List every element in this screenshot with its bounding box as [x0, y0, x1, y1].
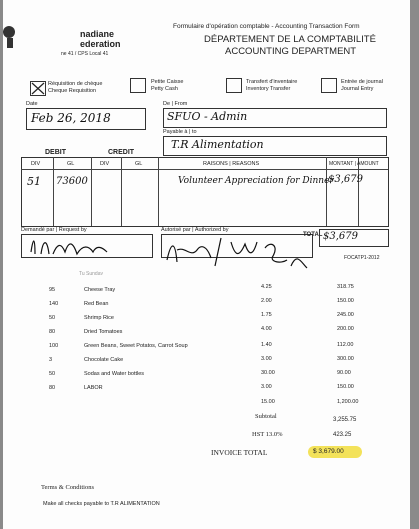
from-label: De | From	[163, 101, 188, 107]
invoice-item-price: 30.00	[261, 370, 275, 376]
checkbox-label-fr: Petite Caisse	[151, 79, 184, 85]
form-title: Formulaire d'opération comptable - Accounting Transaction Form	[173, 23, 360, 30]
accounting-table	[21, 157, 389, 227]
invoice-item-price: 2.00	[261, 298, 272, 304]
authorizer-signature	[161, 232, 311, 272]
hst-value: 423.25	[333, 432, 352, 438]
checkbox-cheque-requisition[interactable]	[30, 81, 46, 96]
invoice-item-amount: 1,200.00	[337, 399, 359, 405]
date-label: Date	[26, 101, 38, 107]
invoice-item-desc: Cheese Tray	[84, 287, 116, 293]
logo-line-2: ederation	[80, 39, 121, 49]
invoice-item-qty: 80	[49, 329, 56, 335]
checkbox-label-en: Cheque Requisition	[48, 88, 97, 94]
invoice-item-desc: Green Beans, Sweet Potatos, Carrot Soup	[84, 343, 188, 349]
checkbox-journal-entry[interactable]	[321, 78, 337, 93]
invoice-item-amount: 245.00	[337, 312, 354, 318]
checkbox-inventory-transfer[interactable]	[226, 78, 242, 93]
debit-header: DEBIT	[45, 149, 66, 156]
invoice-item-qty: 140	[49, 301, 59, 307]
from-value: SFUO - Admin	[167, 110, 248, 123]
invoice-item-amount: 90.00	[337, 370, 351, 376]
invoice-item-price: 4.00	[261, 326, 272, 332]
invoice-item-price: 4.25	[261, 284, 272, 290]
total-label: TOTAL	[303, 232, 323, 238]
invoice-item-desc: Shrimp Rice	[84, 315, 114, 321]
checkmark-icon	[31, 82, 45, 95]
payable-note: Make all checks payable to T.R ALIMENTATION	[43, 501, 160, 507]
col-div-debit: DIV	[31, 161, 41, 167]
row-amount: $3,679	[328, 174, 363, 185]
col-gl-debit: GL	[67, 161, 75, 167]
invoice-item-desc: Chocolate Cake	[84, 357, 124, 363]
invoice-item-qty: 100	[49, 343, 59, 349]
invoice-item-qty: 3	[49, 357, 53, 363]
col-gl-credit: GL	[135, 161, 143, 167]
checkbox-petty-cash[interactable]	[130, 78, 146, 93]
payable-value: T.R Alimentation	[171, 138, 264, 151]
checkbox-label-fr: Entrée de journal	[341, 79, 383, 85]
subtotal-value: 3,255.75	[333, 417, 357, 423]
invoice-item-desc: LABOR	[84, 385, 103, 391]
hst-label: HST 13.0%	[252, 431, 283, 438]
payable-label: Payable à | to	[163, 129, 197, 135]
row-reason: Volunteer Appreciation for Dinner	[178, 176, 334, 186]
invoice-item-qty: 95	[49, 287, 56, 293]
checkbox-label-en: Petty Cash	[151, 86, 178, 92]
scanned-document	[3, 0, 410, 529]
authorized-label: Autorisé par | Authorized by	[161, 227, 229, 233]
invoice-item-price: 3.00	[261, 384, 272, 390]
form-code: FOCATP1-2012	[344, 255, 380, 261]
row-div: 51	[27, 175, 41, 188]
invoice-item-price: 3.00	[261, 356, 272, 362]
date-value: Feb 26, 2018	[31, 111, 111, 125]
invoice-item-qty: 80	[49, 385, 56, 391]
invoice-item-price: 15.00	[261, 399, 275, 405]
invoice-item-desc: Dried Tomatoes	[84, 329, 123, 335]
total-value: $3,679	[323, 231, 358, 242]
checkbox-label-en: Journal Entry	[341, 86, 374, 92]
invoice-item-amount: 318.75	[337, 284, 354, 290]
invoice-item-amount: 300.00	[337, 356, 354, 362]
logo-line-3: ne 41 / CPS Local 41	[61, 51, 109, 57]
invoice-partial-top: Tu Sunday	[79, 271, 103, 275]
invoice-item-price: 1.75	[261, 312, 272, 318]
subtotal-label: Subtotal	[255, 413, 277, 420]
invoice-item-price: 1.40	[261, 342, 272, 348]
credit-header: CREDIT	[108, 149, 135, 156]
dept-title-en: ACCOUNTING DEPARTMENT	[225, 46, 357, 57]
invoice-total-value: $ 3,679.00	[313, 448, 344, 455]
terms-heading: Terms & Conditions	[41, 484, 94, 491]
checkbox-label-fr: Transfert d'inventaire	[246, 79, 298, 85]
invoice-item-desc: Red Bean	[84, 301, 109, 307]
checkbox-label-en: Inventory Transfer	[246, 86, 291, 92]
invoice-item-qty: 50	[49, 371, 56, 377]
checkbox-label-fr: Réquisition de chèque	[48, 81, 103, 87]
invoice-item-amount: 150.00	[337, 384, 354, 390]
invoice-item-amount: 112.00	[337, 342, 354, 348]
dept-title-fr: DÉPARTEMENT DE LA COMPTABILITÉ	[204, 34, 376, 45]
requester-signature	[27, 232, 117, 258]
row-gl: 73600	[56, 176, 88, 187]
invoice-total-label: INVOICE TOTAL	[211, 448, 268, 457]
col-reasons: RAISONS | REASONS	[203, 161, 260, 167]
col-amount: MONTANT | AMOUNT	[329, 161, 379, 167]
col-div-credit: DIV	[100, 161, 110, 167]
requested-label: Demandé par | Request by	[21, 227, 87, 233]
invoice-item-amount: 150.00	[337, 298, 354, 304]
invoice-item-amount: 200.00	[337, 326, 354, 332]
invoice-item-desc: Sodas and Water bottles	[84, 371, 145, 377]
invoice-item-qty: 50	[49, 315, 56, 321]
logo-line-1: nadiane	[80, 29, 115, 39]
